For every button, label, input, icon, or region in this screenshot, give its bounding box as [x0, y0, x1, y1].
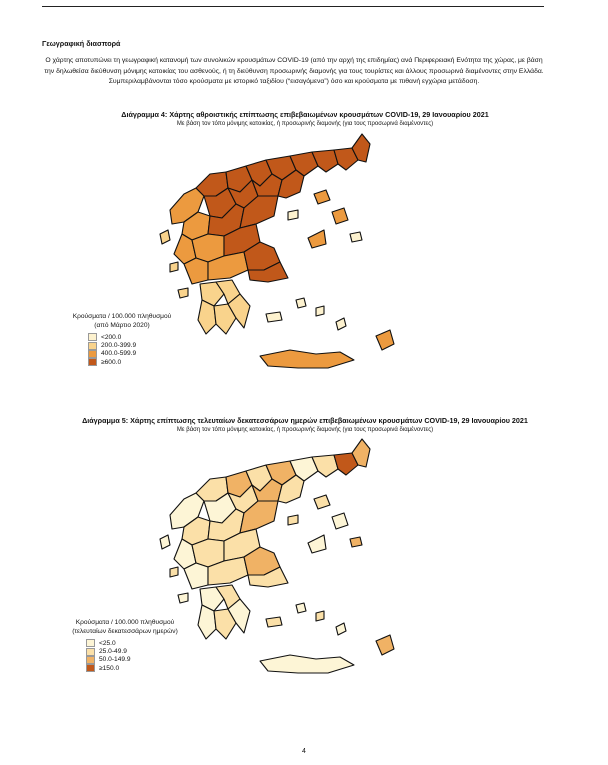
map2-legend-label: 50.0-149.9 — [99, 656, 131, 664]
map2-legend-row — [86, 647, 200, 655]
map2-region — [312, 455, 338, 477]
map2-island — [316, 611, 324, 621]
intro-paragraph: Ο χάρτης αποτυπώνει τη γεωγραφική κατανομή των συνολικών κρουσμάτων COVID-19 (από την αρχή της επιδημίας) ανά Περιφερειακή Ενότητα της χώρας, με βάση την δηλωθείσα διεύθυνση μόνιμης κατοικίας του ασθενούς, ή τη διεύθυνση προσωρινής διαμονής για τους τουρίστες και άλλους προσωρινά διαμένοντες στην Ελλάδα. Συμπεριλαμβάνονται τόσο κρούσματα με ιστορικό ταξιδίου (“εισαγόμενα”) όσο και κρούσματα με πιθανή εγχώρια μετάδοση. — [44, 57, 544, 86]
map1-island — [316, 306, 324, 316]
map1-legend — [52, 312, 192, 367]
map2-legend-label: <25.0 — [99, 639, 116, 647]
map2-island — [332, 513, 348, 529]
top-rule — [42, 6, 544, 7]
map1-island — [314, 190, 330, 204]
map2-subtitle: Με βάση τον τόπο μόνιμης κατοικίας, ή προσωρινής διαμονής (για τους προσωρινά διαμένοντες) — [176, 427, 434, 433]
map1-island — [260, 350, 354, 368]
map2-legend-row — [86, 656, 200, 664]
page-number: 4 — [302, 748, 306, 755]
map2-island — [266, 617, 282, 627]
map2-island — [160, 535, 170, 549]
map1-island — [296, 298, 306, 308]
map2-legend-label: 25.0-49.9 — [99, 648, 127, 656]
map2-island — [260, 655, 354, 673]
map2-legend-swatch — [86, 648, 95, 656]
map1-legend-swatch — [88, 358, 97, 366]
section-title: Γεωγραφική διασπορά — [42, 39, 121, 48]
map2-legend-swatch — [86, 656, 95, 664]
map2-island — [336, 623, 346, 635]
map1-island — [332, 208, 348, 224]
map2-island — [288, 515, 298, 525]
map1-title: Διάγραμμα 4: Χάρτης αθροιστικής επίπτωσης επιβεβαιωμένων κρουσμάτων COVID-19, 29 Ιανουαρίου 2021 — [121, 110, 489, 119]
map2-legend-items — [86, 639, 200, 673]
map2-region — [184, 563, 208, 589]
map1-legend-row — [88, 333, 192, 341]
map1-legend-title: Κρούσματα / 100.000 πληθυσμού (από Μάρτιο 2020) — [72, 313, 172, 329]
map2-legend-row — [86, 639, 200, 647]
map2-island — [350, 537, 362, 547]
map2-legend — [50, 618, 200, 673]
map1-legend-row — [88, 341, 192, 349]
map1-subtitle: Με βάση τον τόπο μόνιμης κατοικίας, ή προσωρινής διαμονής (για τους προσωρινά διαμένοντες) — [176, 121, 434, 127]
map2-region — [198, 605, 216, 639]
map1-region — [198, 300, 216, 334]
map1-island — [178, 288, 188, 298]
map2-island — [296, 603, 306, 613]
map2-legend-swatch — [86, 639, 95, 647]
map2-title: Διάγραμμα 5: Χάρτης επίπτωσης τελευταίων δεκατεσσάρων ημερών επιβεβαιωμένων κρουσμάτων COVID-19, 29 Ιανουαρίου 2021 — [82, 416, 528, 425]
map2-island — [314, 495, 330, 509]
map1-island — [170, 262, 178, 272]
map1-legend-row — [88, 350, 192, 358]
map1-region — [184, 258, 208, 284]
map1-legend-label: 200.0-399.9 — [101, 342, 137, 350]
map1-island — [160, 230, 170, 244]
map1-legend-swatch — [88, 350, 97, 358]
map1-legend-label: <200.0 — [101, 333, 122, 341]
map1-legend-swatch — [88, 333, 97, 341]
map1-island — [376, 330, 394, 350]
map1-legend-row — [88, 358, 192, 366]
map2-island — [170, 567, 178, 577]
map2-legend-row — [86, 664, 200, 672]
map2-legend-label: ≥150.0 — [99, 664, 120, 672]
map2-island — [376, 635, 394, 655]
map2-island — [308, 535, 326, 553]
map1-island — [266, 312, 282, 322]
map1-island — [350, 232, 362, 242]
map1-legend-label: ≥600.0 — [101, 358, 122, 366]
map1-legend-label: 400.0-599.9 — [101, 350, 137, 358]
map1-island — [336, 318, 346, 330]
map1-legend-swatch — [88, 342, 97, 350]
map1-island — [288, 210, 298, 220]
map2-legend-title: Κρούσματα / 100.000 πληθυσμού (τελευταίων δεκατεσσάρων ημερών) — [72, 619, 178, 635]
map2-legend-swatch — [86, 664, 95, 672]
map1-region — [312, 150, 338, 172]
map1-island — [308, 230, 326, 248]
map2-island — [178, 593, 188, 603]
map1-legend-items — [88, 333, 192, 367]
